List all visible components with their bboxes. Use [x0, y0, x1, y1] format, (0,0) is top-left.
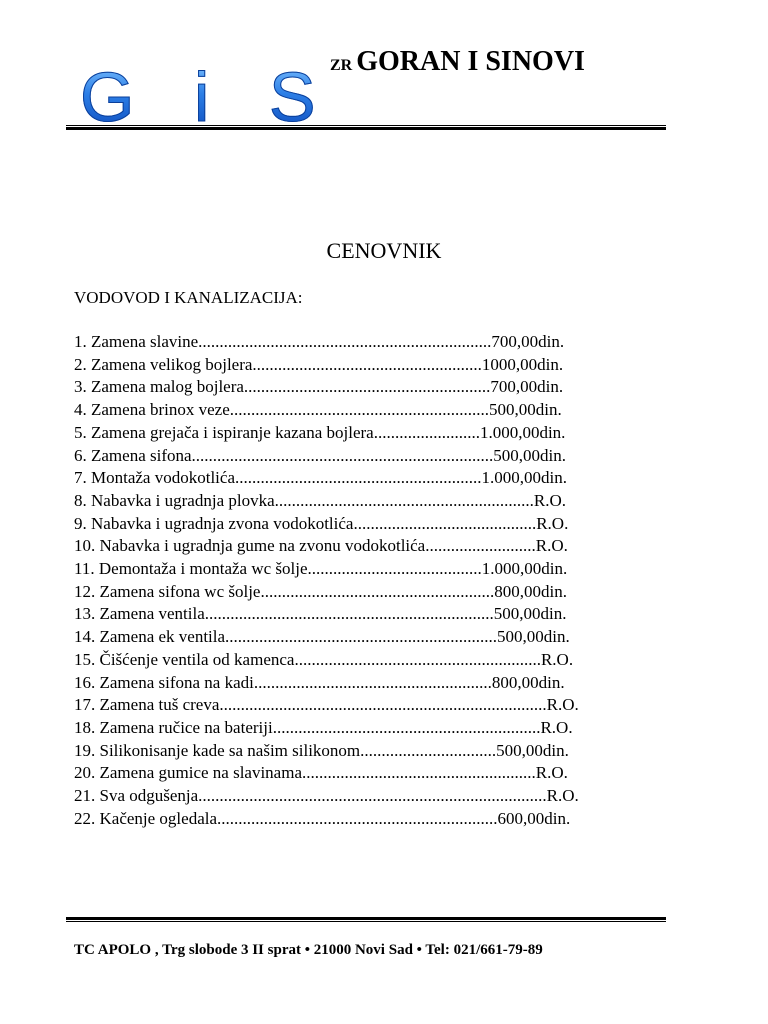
- company-name-heading: [330, 46, 585, 78]
- price-list-item: 14. Zamena ek ventila................................................................500,00din.: [74, 627, 570, 647]
- price-list-item: 22. Kačenje ogledala..................................................................600,00din.: [74, 808, 571, 828]
- price-list-item: 13. Zamena ventila....................................................................500,00din.: [74, 604, 567, 624]
- price-list-item: 10. Nabavka i ugradnja gume na zvonu vodokotlića..........................R.O.: [74, 536, 568, 556]
- price-list-item: 8. Nabavka i ugradnja plovka.............................................................R.O.: [74, 490, 566, 510]
- price-list-item: 1. Zamena slavine.....................................................................700,00din.: [74, 332, 565, 351]
- price-list-item: 12. Zamena sifona wc šolje.......................................................800,00din.: [74, 581, 567, 601]
- price-list-item: 21. Sva odgušenja..................................................................................R.O.: [74, 786, 579, 806]
- price-list-item: 16. Zamena sifona na kadi........................................................800,00din.: [74, 672, 565, 692]
- price-list-item: 4. Zamena brinox veze.............................................................500,00din.: [74, 400, 562, 420]
- price-list-item: 20. Zamena gumice na slavinama.......................................................R.O.: [74, 763, 568, 783]
- document-title: CENOVNIK: [326, 238, 442, 263]
- price-list-item: 7. Montaža vodokotlića..........................................................1.000,00din.: [74, 468, 567, 488]
- footer-address: TC APOLO , Trg slobode 3 II sprat • 21000 Novi Sad • Tel: 021/661-79-89: [74, 942, 543, 958]
- company-name: GORAN I SINOVI: [356, 46, 585, 77]
- price-list-item: 3. Zamena malog bojlera..........................................................700,00din.: [74, 377, 564, 397]
- price-list-item: 6. Zamena sifona.......................................................................500,00din.: [74, 445, 567, 465]
- price-list-item: 5. Zamena grejača i ispiranje kazana bojlera.........................1.000,00din.: [74, 422, 566, 442]
- price-list-item: 11. Demontaža i montaža wc šolje.........................................1.000,00din.: [74, 559, 568, 579]
- price-list-item: 19. Silikonisanje kade sa našim silikonom................................500,00din.: [74, 740, 569, 760]
- price-list-item: 2. Zamena velikog bojlera......................................................1000,00din.: [74, 354, 564, 374]
- section-title: VODOVOD I KANALIZACIJA:: [74, 288, 303, 307]
- price-list-item: 18. Zamena ručice na bateriji...............................................................R.O.: [74, 717, 573, 737]
- footer-divider: [66, 917, 666, 922]
- gis-logo: G i S: [80, 58, 336, 136]
- price-list-item: 9. Nabavka i ugradnja zvona vodokotlića...........................................R.O.: [74, 513, 569, 533]
- price-list-item: 17. Zamena tuš creva.............................................................................R.O.: [74, 695, 579, 715]
- company-type-prefix: ZR: [330, 57, 353, 74]
- price-list: [74, 331, 579, 830]
- header-divider: [66, 125, 666, 130]
- price-list-item: 15. Čišćenje ventila od kamenca..........................................................R.O.: [74, 649, 574, 669]
